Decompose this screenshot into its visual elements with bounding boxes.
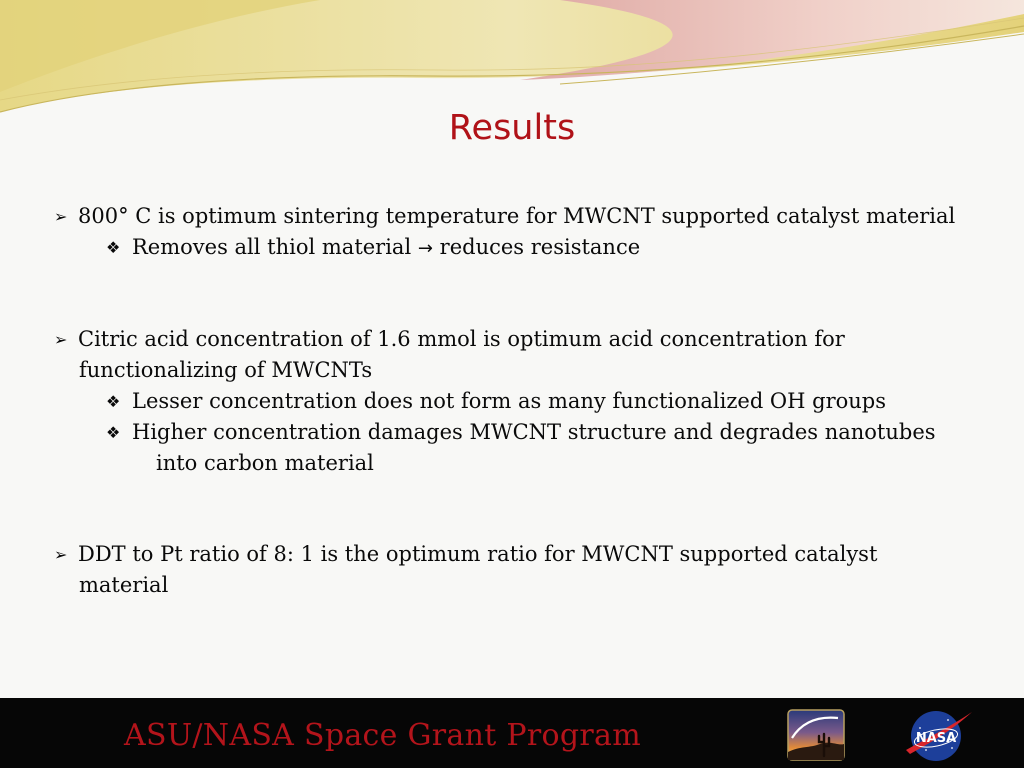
sub-bullet-text-after-arrow: reduces resistance xyxy=(439,235,641,259)
arrowhead-bullet-icon: ➢ xyxy=(54,545,68,564)
bullet-sintering-temperature xyxy=(54,201,994,264)
bullet-text: DDT to Pt ratio of 8: 1 is the optimum ratio for MWCNT supported catalyst xyxy=(78,542,878,566)
bullet-citric-acid-concentration xyxy=(54,324,994,479)
bullet-text: 800° C is optimum sintering temperature for MWCNT supported catalyst material xyxy=(78,204,956,228)
right-arrow-icon: → xyxy=(417,238,433,259)
sub-bullet-text: Lesser concentration does not form as many functionalized OH groups xyxy=(132,389,887,413)
arrowhead-bullet-icon: ➢ xyxy=(54,207,68,226)
sub-bullet-text: Removes all thiol material xyxy=(132,235,412,259)
sub-bullet-continuation-line: into carbon material xyxy=(156,451,374,475)
sub-bullet-text: Higher concentration damages MWCNT structure and degrades nanotubes xyxy=(132,420,936,444)
arrowhead-bullet-icon: ➢ xyxy=(54,330,68,349)
slide-title: Results xyxy=(448,108,576,148)
sub-bullet-higher-concentration xyxy=(54,417,994,448)
sub-bullet-thiol-removal xyxy=(54,232,994,264)
bullet-continuation-line: functionalizing of MWCNTs xyxy=(79,358,373,382)
asu-space-grant-logo-icon xyxy=(786,708,846,762)
diamond-bullet-icon: ❖ xyxy=(106,423,121,442)
bullet-line xyxy=(54,539,994,570)
bullet-ddt-pt-ratio xyxy=(54,539,994,601)
diamond-bullet-icon: ❖ xyxy=(106,392,121,411)
svg-text:NASA: NASA xyxy=(915,731,957,746)
program-name: ASU/NASA Space Grant Program xyxy=(124,718,641,753)
nasa-logo-icon xyxy=(902,706,974,764)
bullet-continuation-line: material xyxy=(79,573,169,597)
bullet-line xyxy=(54,201,994,232)
sub-bullet-lesser-concentration xyxy=(54,386,994,417)
bullet-line xyxy=(54,324,994,355)
diamond-bullet-icon: ❖ xyxy=(106,238,121,257)
footer-bar xyxy=(0,698,1024,768)
bullet-text: Citric acid concentration of 1.6 mmol is optimum acid concentration for xyxy=(78,327,845,351)
